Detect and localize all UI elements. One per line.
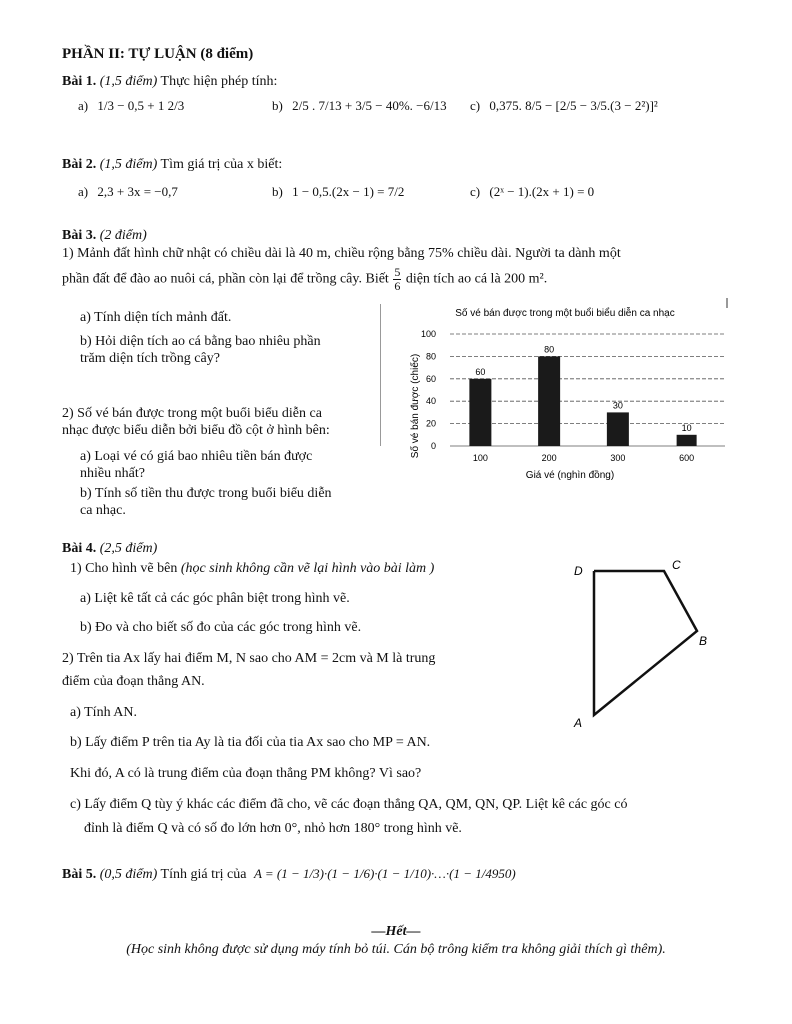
chart-xtick-label: 200 xyxy=(541,453,557,463)
chart-title: Số vé bán được trong một buổi biểu diễn ca nhạc xyxy=(455,308,675,319)
bai2-c xyxy=(470,184,594,200)
chart-grid xyxy=(421,329,725,451)
bai4-q2c-line1: c) Lấy điểm Q tùy ý khác các điểm đã cho, vẽ các đoạn thẳng QA, QM, QN, QP. Liệt kê các góc có xyxy=(70,797,628,812)
bai3-p1-line2a: phần đất để đào ao nuôi cá, phần còn lại để trồng cây. Biết xyxy=(62,271,389,287)
bai1-a-expr: 1/3 − 0,5 + 1 2/3 xyxy=(97,98,185,113)
chart-ytick-label: 20 xyxy=(425,418,436,429)
ticket-bar-chart xyxy=(380,296,730,486)
chart-xtick-label: 100 xyxy=(472,453,488,463)
bai4-q1b: b) Đo và cho biết số đo của các góc trong hình vẽ. xyxy=(80,620,362,635)
bai4-heading: Bài 4. xyxy=(62,541,97,556)
label-C: C xyxy=(672,558,681,572)
bai4-p2-line2: điểm của đoạn thẳng AN. xyxy=(62,674,205,689)
bai1-c-label: c) xyxy=(470,98,481,113)
bai4-p1 xyxy=(70,561,434,577)
bai1-a xyxy=(78,98,184,114)
chart-ylabel: Số vé bán được (chiếc) xyxy=(410,353,421,459)
bai3-points: (2 điểm) xyxy=(99,228,147,243)
chart-xlabel: Giá vé (nghìn đồng) xyxy=(525,470,615,481)
bai4-p1-text: 1) Cho hình vẽ bên xyxy=(70,561,178,576)
bai3-p2-line2: nhạc được biểu diễn bởi biểu đồ cột ở hình bên: xyxy=(62,423,330,438)
bai3-p2-line1: 2) Số vé bán được trong một buổi biểu diễn ca xyxy=(62,406,322,421)
bai4-points: (2,5 điểm) xyxy=(99,541,158,556)
bai3-q2a-line2: nhiều nhất? xyxy=(80,466,145,481)
bai3-heading: Bài 3. xyxy=(62,228,97,243)
chart-xtick-label: 600 xyxy=(679,453,695,463)
bai3-q2b-line2: ca nhạc. xyxy=(80,503,126,518)
bai5-task: Tính giá trị của xyxy=(160,867,247,882)
bai2-b-expr: 1 − 0,5.(2x − 1) = 7/2 xyxy=(292,184,405,199)
bai4-q2c-line2: đỉnh là điểm Q và có số đo lớn hơn 0°, nhỏ hơn 180° trong hình vẽ. xyxy=(84,821,462,836)
bai1-b-expr: 2/5 . 7/13 + 3/5 − 40%. −6/13 xyxy=(292,98,447,113)
bai1-a-label: a) xyxy=(78,98,89,113)
chart-bar-600 xyxy=(677,435,697,446)
chart-bar-300 xyxy=(607,412,629,446)
bai2-b-label: b) xyxy=(272,184,283,199)
bai2-b xyxy=(272,184,404,200)
chart-ytick-label: 80 xyxy=(425,351,436,362)
bai2-task: Tìm giá trị của x biết: xyxy=(160,157,283,172)
bai1-c xyxy=(470,98,658,114)
bai4-heading-line xyxy=(62,541,157,557)
bai2-points: (1,5 điểm) xyxy=(99,157,158,172)
label-A: A xyxy=(574,716,583,730)
quadrilateral-figure xyxy=(560,555,730,735)
bai4-q2a: a) Tính AN. xyxy=(70,705,138,720)
chart-value-label: 10 xyxy=(681,422,692,433)
bai3-p1-line2 xyxy=(62,266,547,293)
chart-bars xyxy=(469,344,696,463)
bai1-task: Thực hiện phép tính: xyxy=(160,74,278,89)
bai2-heading-line xyxy=(62,157,282,173)
bai5-points: (0,5 điểm) xyxy=(99,867,158,882)
bai5-heading: Bài 5. xyxy=(62,867,97,882)
bai5-expr: A = (1 − 1/3)·(1 − 1/6)·(1 − 1/10)·…·(1 − 1/4950) xyxy=(253,866,516,881)
bai1-heading-line xyxy=(62,74,277,90)
bai3-p1-line1: 1) Mảnh đất hình chữ nhật có chiều dài là 40 m, chiều rộng bằng 75% chiều dài. Người ta dành một xyxy=(62,246,621,261)
bai4-q1a: a) Liệt kê tất cả các góc phân biệt trong hình vẽ. xyxy=(80,591,350,606)
bai4-q2b-2: Khi đó, A có là trung điểm của đoạn thẳng PM không? Vì sao? xyxy=(70,766,422,781)
bai4-p2-line1: 2) Trên tia Ax lấy hai điểm M, N sao cho AM = 2cm và M là trung xyxy=(62,651,436,666)
chart-ytick-label: 100 xyxy=(420,329,436,339)
bai5-line xyxy=(62,866,516,883)
chart-bar-100 xyxy=(469,379,491,446)
bai2-c-expr: (2ˣ − 1).(2x + 1) = 0 xyxy=(489,184,595,199)
bai1-c-expr: 0,375. 8/5 − [2/5 − 3/5.(3 − 2²)]² xyxy=(489,98,658,113)
bai3-heading-line xyxy=(62,228,147,244)
bai3-q1b-line1: b) Hỏi diện tích ao cá bằng bao nhiêu phần xyxy=(80,334,321,349)
footer-note: (Học sinh không được sử dụng máy tính bỏ túi. Cán bộ trông kiểm tra không giải thích gì thêm). xyxy=(126,942,666,957)
bai4-p1-note: (học sinh không cần vẽ lại hình vào bài làm ) xyxy=(180,561,435,576)
chart-ytick-label: 40 xyxy=(425,396,436,407)
section-title: PHẦN II: TỰ LUẬN (8 điểm) xyxy=(62,46,254,62)
bai3-fraction xyxy=(393,266,401,293)
bai3-frac-den: 6 xyxy=(394,279,401,293)
chart-value-label: 60 xyxy=(475,366,486,377)
bai3-p1-line2b: diện tích ao cá là 200 m². xyxy=(405,271,548,287)
bai2-heading: Bài 2. xyxy=(62,157,97,172)
bai1-points: (1,5 điểm) xyxy=(99,74,158,89)
chart-value-label: 80 xyxy=(544,344,555,355)
bai3-q2a-line1: a) Loại vé có giá bao nhiêu tiền bán được xyxy=(80,449,313,464)
chart-bar-200 xyxy=(538,356,560,446)
chart-ytick-label: 0 xyxy=(430,441,436,451)
label-B: B xyxy=(699,634,708,648)
label-D: D xyxy=(574,564,583,578)
bai3-frac-num: 5 xyxy=(394,265,401,279)
bai1-b xyxy=(272,98,447,114)
bai3-q1b-line2: trăm diện tích trồng cây? xyxy=(80,351,220,366)
bai4-q2b: b) Lấy điểm P trên tia Ay là tia đối của tia Ax sao cho MP = AN. xyxy=(70,735,431,750)
chart-value-label: 30 xyxy=(612,400,623,411)
end-mark: —Hết— xyxy=(371,924,421,939)
bai3-q2b-line1: b) Tính số tiền thu được trong buổi biểu diễn xyxy=(80,486,332,501)
figure-lines xyxy=(594,571,697,715)
bai2-a-expr: 2,3 + 3x = −0,7 xyxy=(97,184,178,199)
chart-xtick-label: 300 xyxy=(610,453,626,463)
bai1-b-label: b) xyxy=(272,98,283,113)
bai2-c-label: c) xyxy=(470,184,481,199)
bai2-a-label: a) xyxy=(78,184,89,199)
chart-ytick-label: 60 xyxy=(425,373,436,384)
bai3-q1a: a) Tính diện tích mảnh đất. xyxy=(80,310,232,325)
bai2-a xyxy=(78,184,178,200)
bai1-heading: Bài 1. xyxy=(62,74,97,89)
